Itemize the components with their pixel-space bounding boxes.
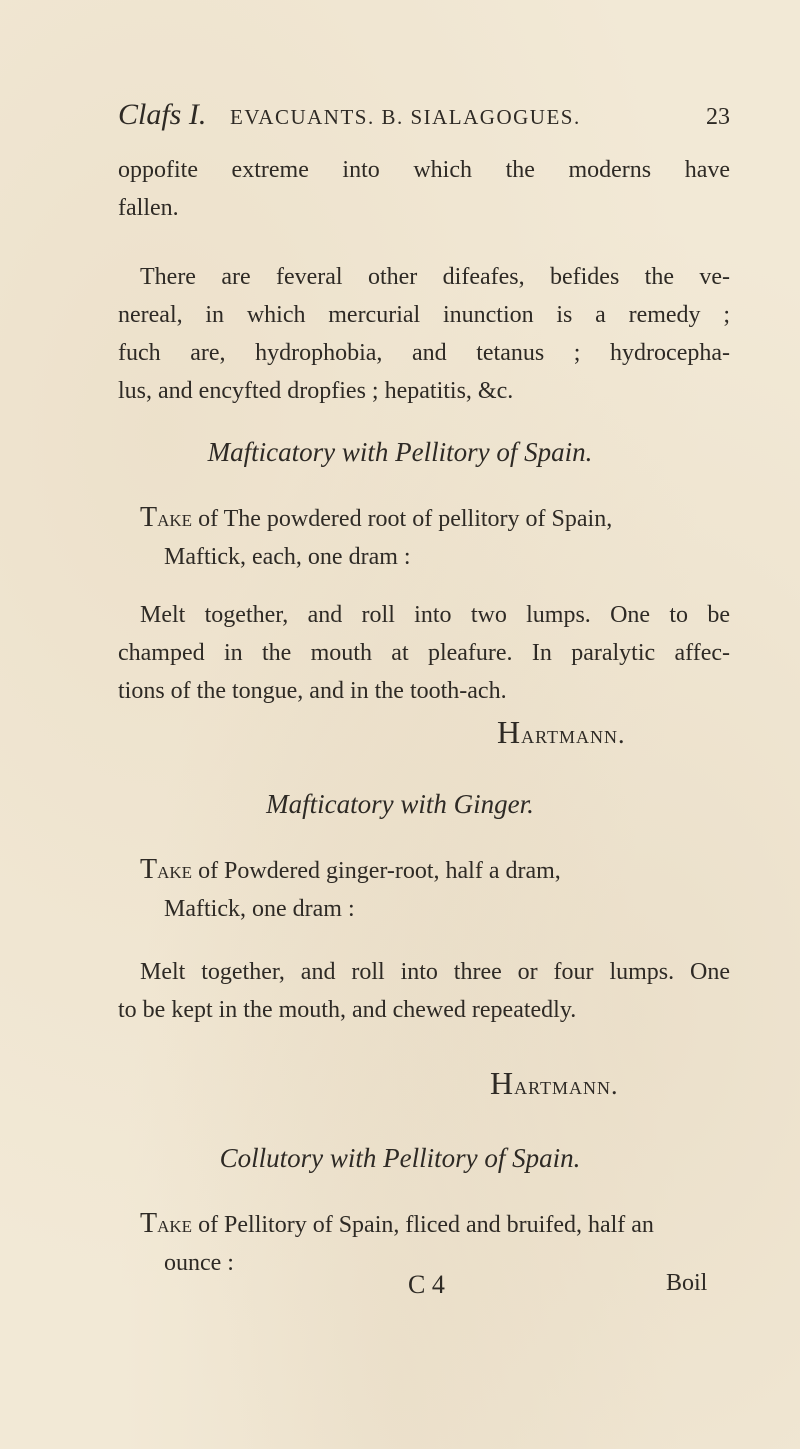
text-line: Take of Pellitory of Spain, fliced and bruifed, half an (140, 1208, 654, 1239)
text-line: fuch are, hydrophobia, and tetanus ; hydrocepha- (118, 340, 730, 366)
take-word: Take (140, 854, 193, 885)
text-line: Melt together, and roll into three or four lumps. One (140, 959, 730, 985)
catchword: Boil (666, 1270, 708, 1296)
recipe-ingredients (118, 499, 730, 576)
text-line: Melt together, and roll into two lumps. One to be (140, 602, 730, 628)
author-attribution: Hartmann. (490, 1065, 619, 1101)
text-line: to be kept in the mouth, and chewed repeatedly. (118, 997, 577, 1023)
text-line: ounce : (164, 1250, 234, 1276)
text-line: Take of The powdered root of pellitory of Spain, (140, 502, 613, 533)
take-word: Take (140, 502, 193, 533)
running-title: EVACUANTS. B. SIALAGOGUES. (230, 105, 581, 129)
text-line: champed in the mouth at pleafure. In paralytic affec- (118, 640, 730, 666)
class-label: Clafs I. (118, 98, 207, 131)
recipe-directions (118, 596, 730, 710)
text-line: Maftick, each, one dram : (164, 544, 411, 570)
page-number: 23 (706, 104, 730, 130)
recipe-directions (118, 953, 730, 1029)
text-line: Take of Powdered ginger-root, half a dram, (140, 854, 561, 885)
paragraph-diseases (118, 258, 730, 410)
text-line: fallen. (118, 195, 179, 221)
text-line: lus, and encyfted dropfies ; hepatitis, &c. (118, 378, 514, 404)
recipe-heading: Mafticatory with Pellitory of Spain. (207, 437, 593, 467)
text-line: oppofite extreme into which the moderns have (118, 157, 730, 183)
signature-mark: C 4 (408, 1270, 445, 1299)
recipe-heading: Mafticatory with Ginger. (266, 789, 534, 819)
text-line: There are feveral other difeafes, befides the ve- (140, 264, 730, 290)
paragraph-continuation (118, 151, 730, 227)
page-header (118, 98, 730, 142)
author-attribution: Hartmann. (497, 714, 626, 750)
recipe-ingredients (118, 851, 730, 928)
take-word: Take (140, 1208, 193, 1239)
text-line: nereal, in which mercurial inunction is a remedy ; (118, 302, 730, 328)
recipe-heading: Collutory with Pellitory of Spain. (219, 1143, 581, 1173)
text-line: tions of the tongue, and in the tooth-ach. (118, 678, 507, 704)
text-line: Maftick, one dram : (164, 896, 355, 922)
